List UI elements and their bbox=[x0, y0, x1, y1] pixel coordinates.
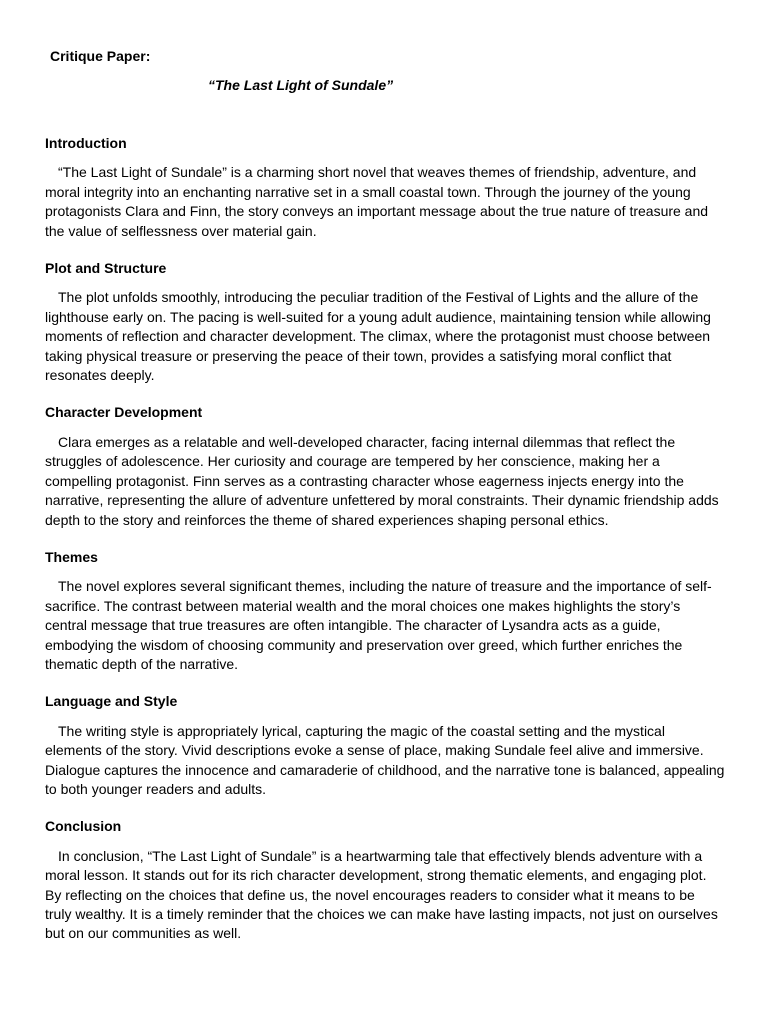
document-title: “The Last Light of Sundale” bbox=[208, 77, 394, 93]
section-heading: Language and Style bbox=[45, 693, 178, 710]
section-body: The plot unfolds smoothly, introducing the peculiar tradition of the Festival of Lights and the allure of the lighthouse early on. The pacing is well-suited for a young adult audience, maintaining tension while allowing moments of reflection and character development. The climax, where the protagonist must choose between taking physical treasure or preserving the peace of their town, provides a satisfying moral conflict that resonates deeply. bbox=[45, 289, 711, 384]
section-language-and-style bbox=[45, 692, 725, 799]
section-body: Clara emerges as a relatable and well-developed character, facing internal dilemmas that reflect the struggles of adolescence. Her curiosity and courage are tempered by her conscience, making her a compelling protagonist. Finn serves as a contrasting character whose eagerness injects energy into the narrative, representing the allure of adventure unfettered by moral constraints. Their dynamic friendship adds depth to the story and reinforces the theme of shared experiences shaping personal ethics. bbox=[45, 433, 719, 528]
section-introduction bbox=[45, 134, 725, 241]
document-sections bbox=[45, 134, 725, 962]
section-heading: Plot and Structure bbox=[45, 260, 167, 277]
section-plot-and-structure bbox=[45, 259, 725, 385]
section-body: In conclusion, “The Last Light of Sundale” is a heartwarming tale that effectively blends adventure with a moral lesson. It stands out for its rich character development, strong thematic elements, and engaging plot. By reflecting on the choices that define us, the novel encourages readers to consider what it means to be truly wealthy. It is a timely reminder that the choices we can make have lasting impacts, not just on ourselves but on our communities as well. bbox=[45, 847, 718, 942]
section-conclusion bbox=[45, 817, 725, 943]
document-label: Critique Paper: bbox=[50, 48, 151, 64]
section-heading: Introduction bbox=[45, 135, 127, 151]
section-character-development bbox=[45, 403, 725, 529]
section-heading: Themes bbox=[45, 548, 98, 565]
section-heading: Conclusion bbox=[45, 818, 122, 835]
section-themes bbox=[45, 548, 725, 674]
section-body: “The Last Light of Sundale” is a charming short novel that weaves themes of friendship, adventure, and moral integrity into an enchanting narrative set in a small coastal town. Through the journey of the young protagonists Clara and Finn, the story conveys an important message about the true nature of treasure and the value of selflessness over material gain. bbox=[45, 164, 709, 239]
section-body: The novel explores several significant themes, including the nature of treasure and the importance of self-sacrifice. The contrast between material wealth and the moral choices one makes highlights the story’s central message that true treasures are often intangible. The character of Lysandra acts as a guide, embodying the wisdom of choosing community and preservation over greed, which further enriches the thematic depth of the narrative. bbox=[45, 578, 712, 672]
section-body: The writing style is appropriately lyrical, capturing the magic of the coastal setting and the mystical elements of the story. Vivid descriptions evoke a sense of place, making Sundale feel alive and immersive. Dialogue captures the innocence and camaraderie of childhood, and the narrative tone is balanced, appealing to both younger readers and adults. bbox=[45, 722, 725, 797]
section-heading: Character Development bbox=[45, 404, 203, 421]
